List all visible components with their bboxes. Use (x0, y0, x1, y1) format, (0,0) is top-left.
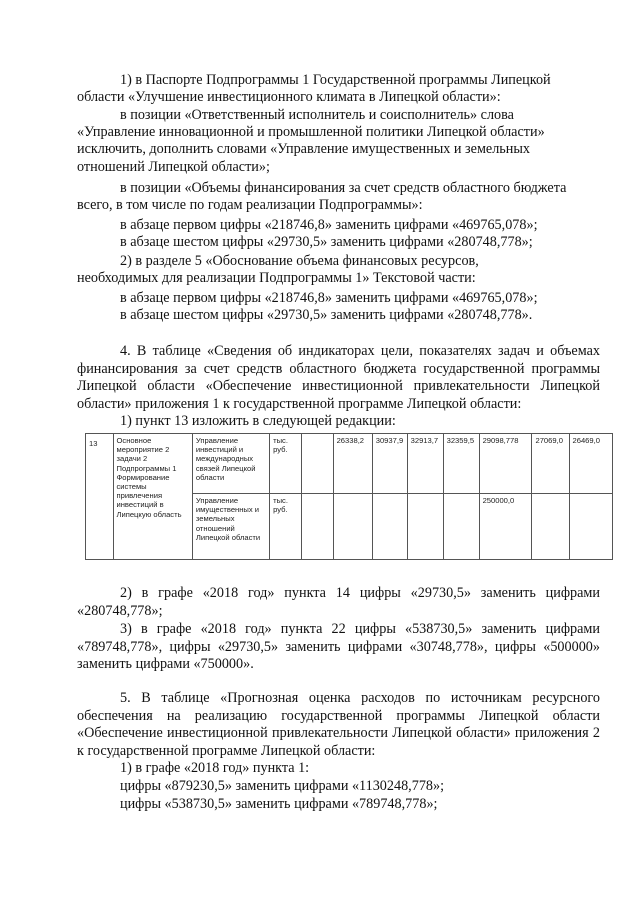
value-cell (301, 434, 333, 494)
table-row (86, 434, 613, 494)
indicators-table (85, 433, 613, 560)
para1-line3: в позиции «Ответственный исполнитель и соисполнитель» слова (120, 107, 514, 123)
unit-cell: тыс. руб. (270, 434, 302, 494)
item3-text: 3) в графе «2018 год» пункта 22 цифры «538730,5» заменить цифрами «789748,778», цифры «29730,5» заменить цифрами «30748,778», цифры «500000» заменить цифрами «750000». (77, 621, 600, 672)
para1-line12: необходимых для реализации Подпрограммы 1» Текстовой части: (77, 270, 476, 286)
para1-line8: всего, в том числе по годам реализации Подпрограммы»: (77, 197, 423, 213)
para1-line10: в абзаце шестом цифры «29730,5» заменить цифрами «280748,778»; (120, 234, 533, 250)
value-cell: 27069,0 (532, 434, 569, 494)
para1-line6: отношений Липецкой области»; (77, 159, 270, 175)
value-cell (532, 494, 569, 560)
executor-cell: Управление инвестиций и международных связей Липецкой области (192, 434, 269, 494)
value-cell (333, 494, 372, 560)
value-cell (301, 494, 333, 560)
para1-line5: исключить, дополнить словами «Управление имущественных и земельных (77, 141, 530, 157)
para1-line14: в абзаце шестом цифры «29730,5» заменить цифрами «280748,778». (120, 307, 533, 323)
value-cell: 29098,778 (479, 434, 532, 494)
value-cell (443, 494, 479, 560)
value-cell: 32359,5 (443, 434, 479, 494)
event-name: Основное мероприятие 2 задачи 2 Подпрограммы 1 Формирование системы привлечения инвестиций в Липецкую область (113, 434, 192, 560)
value-cell: 30937,9 (372, 434, 407, 494)
para4-text: 4. В таблице «Сведения об индикаторах цели, показателях задач и объемах финансирования за счет средств областного бюджета государственной программы Липецкой области «Обеспечение инвестиционной привлекательности Липецкой области» приложения 1 к государственной программе Липецкой области: (77, 343, 600, 412)
para1-line7: в позиции «Объемы финансирования за счет средств областного бюджета (120, 180, 567, 196)
value-cell: 250000,0 (479, 494, 532, 560)
para5-item1b: цифры «538730,5» заменить цифрами «789748,778»; (120, 796, 438, 812)
value-cell (569, 494, 613, 560)
para5-item1a: цифры «879230,5» заменить цифрами «1130248,778»; (120, 778, 445, 794)
para1-line9: в абзаце первом цифры «218746,8» заменить цифрами «469765,078»; (120, 217, 538, 233)
para5-text: 5. В таблице «Прогнозная оценка расходов по источникам ресурсного обеспечения на реализацию государственной программы Липецкой области «Обеспечение инвестиционной привлекательности Липецкой области» приложения 2 к государственной программе Липецкой области: (77, 690, 600, 759)
item2-text: 2) в графе «2018 год» пункта 14 цифры «29730,5» заменить цифрами «280748,778»; (77, 585, 600, 619)
para1-line13: в абзаце первом цифры «218746,8» заменить цифрами «469765,078»; (120, 290, 538, 306)
value-cell: 26469,0 (569, 434, 613, 494)
unit-cell: тыс. руб. (270, 494, 302, 560)
para4-item1: 1) пункт 13 изложить в следующей редакции: (120, 413, 396, 429)
value-cell (407, 494, 443, 560)
para5-item1: 1) в графе «2018 год» пункта 1: (120, 760, 310, 776)
para1-line1: 1) в Паспорте Подпрограммы 1 Государственной программы Липецкой (120, 72, 551, 88)
para1-line2: области «Улучшение инвестиционного климата в Липецкой области»: (77, 89, 501, 105)
value-cell (372, 494, 407, 560)
executor-cell: Управление имущественных и земельных отношений Липецкой области (192, 494, 269, 560)
value-cell: 26338,2 (333, 434, 372, 494)
para1-line11: 2) в разделе 5 «Обоснование объема финансовых ресурсов, (120, 253, 479, 269)
para1-line4: «Управление инновационной и промышленной политики Липецкой области» (77, 124, 545, 140)
value-cell: 32913,7 (407, 434, 443, 494)
row-number: 13 (86, 434, 114, 560)
